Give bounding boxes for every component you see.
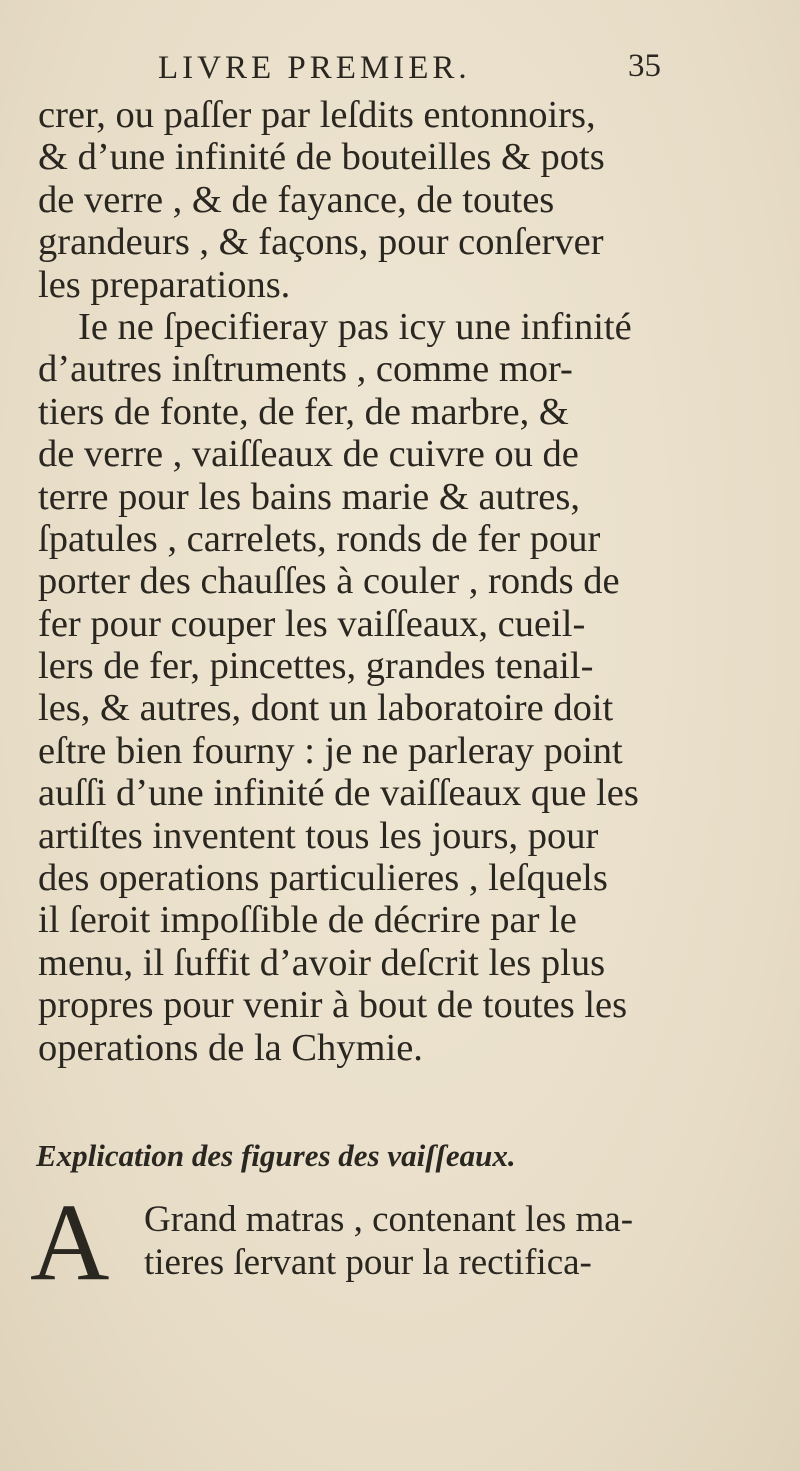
text-line: terre pour les bains marie & autres,: [38, 475, 581, 518]
text-line: de verre , vaiſſeaux de cuivre ou de: [38, 433, 579, 476]
text-line: lers de fer, pincettes, grandes tenail-: [38, 645, 594, 688]
text-line: les preparations.: [38, 263, 291, 306]
text-line: tiers de fonte, de fer, de marbre, &: [38, 390, 569, 433]
text-line: Grand matras , contenant les ma-: [144, 1199, 634, 1240]
text-line: artiſtes inventent tous les jours, pour: [38, 814, 599, 857]
figure-caption: Explication des figures des vaiſſeaux.: [36, 1138, 516, 1173]
text-line: auſſi d’une infinité de vaiſſeaux que les: [38, 772, 639, 815]
text-line: Ie ne ſpecifieray pas icy une infinité: [78, 305, 632, 348]
text-line: d’autres inſtruments , comme mor-: [38, 348, 573, 391]
text-line: porter des chauſſes à couler , ronds de: [38, 560, 620, 603]
text-line: menu, il ſuffit d’avoir deſcrit les plus: [38, 941, 606, 984]
text-line: crer, ou paſſer par leſdits entonnoirs,: [38, 94, 596, 136]
text-line: des operations particulieres , leſquels: [38, 857, 608, 900]
text-line: il ſeroit impoſſible de décrire par le: [38, 899, 577, 942]
text-line: operations de la Chymie.: [38, 1026, 423, 1069]
page-number: 35: [628, 48, 661, 84]
legend-text: [144, 1198, 633, 1284]
text-line: ſpatules , carrelets, ronds de fer pour: [38, 517, 601, 560]
text-line: fer pour couper les vaiſſeaux, cueil-: [38, 602, 586, 645]
figure-legend: [30, 1181, 790, 1303]
text-line: propres pour venir à bout de toutes les: [38, 984, 628, 1027]
body-text: [38, 94, 778, 1069]
text-line: eſtre bien fourny : je ne parleray point: [38, 729, 623, 772]
running-title: LIVRE PREMIER.: [158, 50, 471, 86]
text-line: & d’une infinité de bouteilles & pots: [38, 136, 605, 179]
text-line: grandeurs , & façons, pour conſerver: [38, 221, 604, 264]
text-line: tieres ſervant pour la rectifica-: [144, 1242, 592, 1283]
text-line: les, & autres, dont un laboratoire doit: [38, 687, 614, 730]
text-line: de verre , & de fayance, de toutes: [38, 178, 555, 221]
drop-cap: A: [30, 1181, 110, 1303]
